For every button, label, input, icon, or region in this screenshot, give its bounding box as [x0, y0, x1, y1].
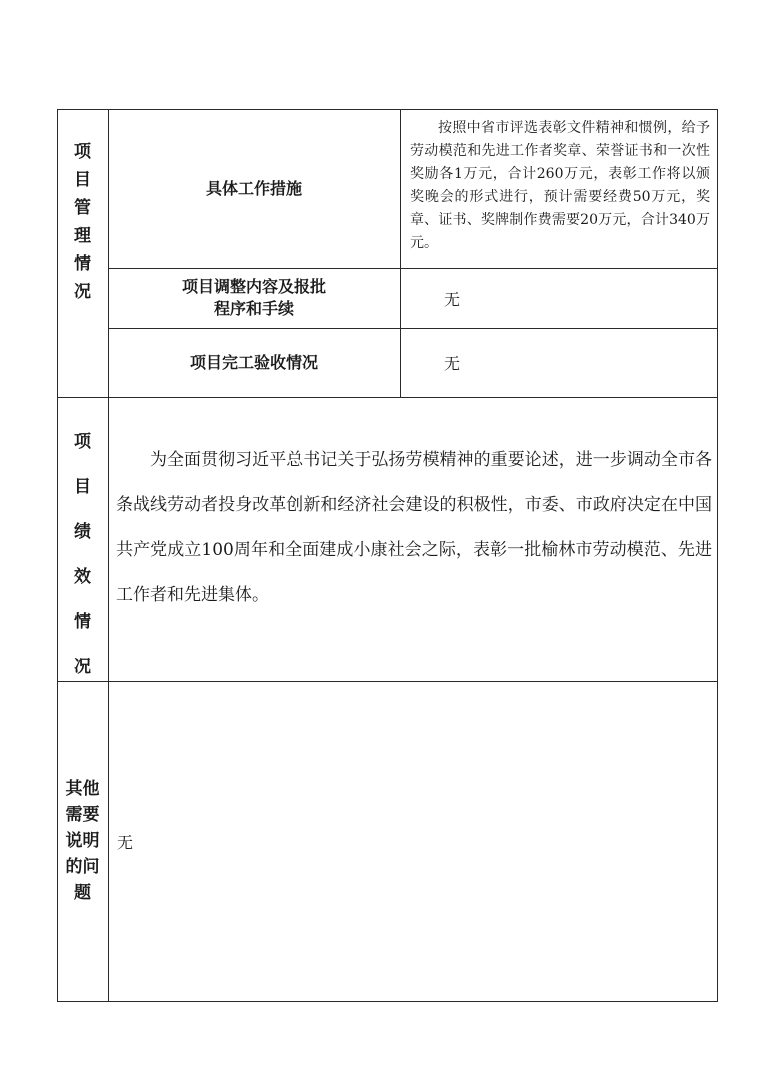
label-line: 需要	[65, 805, 100, 825]
acceptance-value: 无	[444, 354, 461, 373]
label-char: 况	[74, 282, 91, 302]
label-char: 理	[74, 226, 91, 246]
adjustment-label-line2: 程序和手续	[213, 299, 294, 318]
label-char: 况	[74, 657, 91, 677]
label-char: 目	[74, 477, 91, 497]
management-section-label	[57, 138, 108, 306]
label-char: 绩	[74, 522, 91, 542]
performance-section-label	[57, 420, 108, 690]
table-right-border	[717, 109, 718, 1001]
label-line: 说明	[65, 831, 100, 851]
adjustment-value: 无	[444, 289, 461, 309]
label-line: 其他	[65, 779, 100, 799]
label-char: 情	[74, 612, 91, 632]
label-line: 的问	[65, 857, 100, 877]
other-value: 无	[117, 832, 134, 852]
adjustment-label	[108, 268, 400, 328]
label-line: 题	[74, 883, 91, 903]
performance-text: 为全面贯彻习近平总书记关于弘扬劳模精神的重要论述，进一步调动全市各条战线劳动者投身改革创新和经济社会建设的积极性，市委、市政府决定在中国共产党成立100周年和全面建成小康社会之际，表彰一批榆林市劳动模范、先进工作者和先进集体。	[116, 450, 712, 605]
label-char: 效	[74, 567, 91, 587]
label-char: 项	[74, 432, 91, 452]
measures-label: 具体工作措施	[205, 178, 302, 198]
section-divider	[57, 397, 718, 398]
measures-text: 按照中省市评选表彰文件精神和惯例，给予劳动模范和先进工作者奖章、荣誉证书和一次性奖励各1万元，合计260万元，表彰工作将以颁奖晚会的形式进行，预计需要经费50万元，奖章、证书、奖牌制作费需要20万元，合计340万元。	[410, 120, 710, 251]
acceptance-label: 项目完工验收情况	[189, 352, 318, 372]
adjustment-label-line1: 项目调整内容及报批	[181, 277, 326, 296]
label-char: 情	[74, 254, 91, 274]
other-section-label	[57, 776, 108, 906]
table-bottom-border	[57, 1001, 718, 1002]
inner-column-divider	[400, 109, 401, 397]
label-char: 管	[74, 198, 91, 218]
section-divider	[57, 681, 718, 682]
label-char: 目	[74, 170, 91, 190]
label-char: 项	[74, 142, 91, 162]
